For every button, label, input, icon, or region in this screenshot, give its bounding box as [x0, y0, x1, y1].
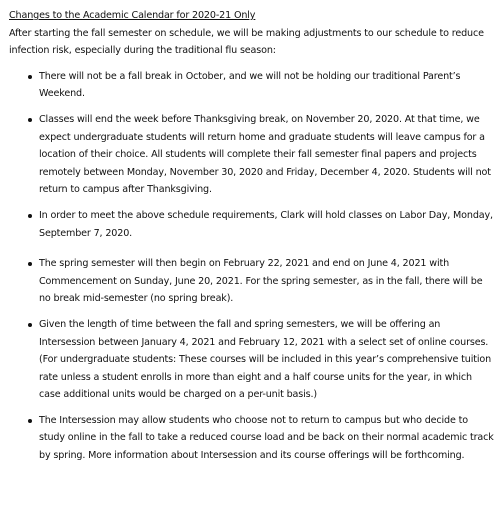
bullet-icon [28, 419, 32, 423]
list-item [9, 412, 494, 465]
list-item-text: There will not be a fall break in October, and we will not be holding our traditional Parent’s Weekend. [39, 70, 461, 100]
list-item-text: Given the length of time between the fall and spring semesters, we will be offering an Intersession between January 4, 2021 and February 12, 2021 with a select set of online courses. (For undergraduate students: These courses will be included in this year’s comprehensive tuition rate unless a student enrolls in more than eight and a half course units for the year, in which case additional units would be charged on a per-unit basis.) [39, 318, 491, 401]
bullet-icon [28, 323, 32, 327]
intro-paragraph: After starting the fall semester on schedule, we will be making adjustments to our schedule to reduce infection risk, especially during the traditional flu season: [9, 27, 484, 57]
list-item-text: In order to meet the above schedule requirements, Clark will hold classes on Labor Day, Monday, September 7, 2020. [39, 209, 493, 239]
list-item-text: The spring semester will then begin on February 22, 2021 and end on June 4, 2021 with Commencement on Sunday, June 20, 2021. For the spring semester, as in the fall, there will be no break mid-semester (no spring break). [39, 258, 483, 305]
list-item [9, 111, 494, 199]
list-item-text: Classes will end the week before Thanksgiving break, on November 20, 2020. At that time, we expect undergraduate students will return home and graduate students will leave campus for a location of their choice. All students will complete their fall semester final papers and projects remotely between Monday, November 30, 2020 and Friday, December 4, 2020. Students will not return to campus after Thanksgiving. [39, 113, 491, 196]
list-item [9, 68, 494, 103]
bullet-icon [28, 262, 32, 266]
bullet-icon [28, 118, 32, 122]
list-item [9, 207, 494, 242]
list-item [9, 255, 494, 308]
bullet-icon [28, 75, 32, 79]
list-item-text: The Intersession may allow students who choose not to return to campus but who decide to study online in the fall to take a reduced course load and be back on their normal academic track by spring. More information about Intersession and its course offerings will be forthcoming. [39, 414, 494, 462]
bullet-list [9, 68, 494, 465]
bullet-icon [28, 214, 32, 218]
list-item [9, 316, 494, 404]
section-heading: Changes to the Academic Calendar for 2020-21 Only [9, 10, 256, 21]
